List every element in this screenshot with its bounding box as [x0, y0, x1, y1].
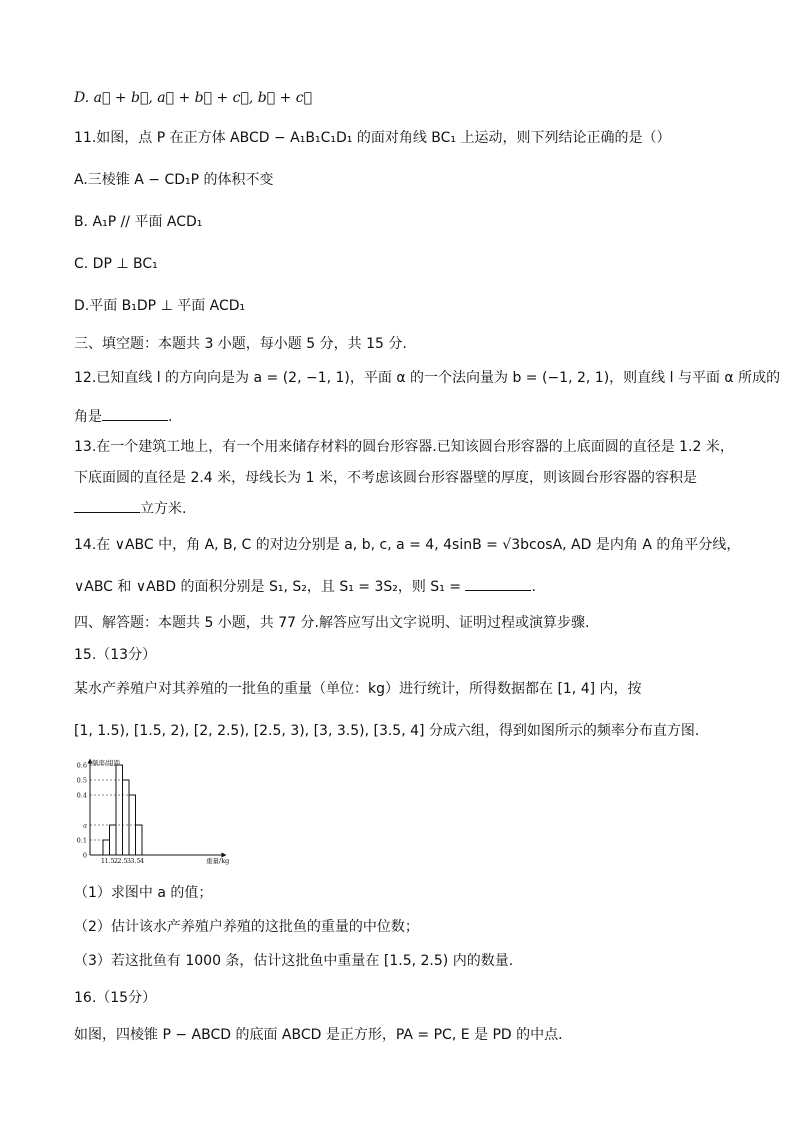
option-d-q10: D. a⃗ + b⃗, a⃗ + b⃗ + c⃗, b⃗ + c⃗: [74, 90, 313, 106]
histogram-bar: [116, 765, 123, 855]
y-tick-label: 0.1: [76, 836, 87, 845]
y-axis-title: 频率/组距: [92, 759, 121, 767]
option-a-q11: A.三棱锥 A − CD₁P 的体积不变: [74, 172, 274, 188]
x-tick-label: 3.5: [130, 857, 141, 865]
answer-blank-q12[interactable]: [102, 406, 168, 421]
question-13-cont2: 立方米.: [74, 498, 186, 519]
question-12-cont: 角是 .: [74, 406, 172, 427]
x-tick-label: 3: [126, 857, 132, 865]
question-15-part2: （2）估计该水产养殖户养殖的这批鱼的重量的中位数；: [74, 919, 419, 935]
question-11: 11.如图，点 P 在正方体 ABCD − A₁B₁C₁D₁ 的面对角线 BC₁ 上运动，则下列结论正确的是（）: [74, 130, 671, 146]
x-tick-label: 4: [139, 857, 145, 865]
x-tick-label: 1.5: [104, 857, 115, 865]
histogram-bar: [123, 780, 130, 855]
question-15-part1: （1）求图中 a 的值；: [74, 885, 213, 901]
answer-blank-q13[interactable]: [74, 498, 140, 513]
x-tick-label: 1: [100, 857, 106, 865]
question-15-part3: （3）若这批鱼有 1000 条，估计这批鱼中重量在 [1.5, 2.5) 内的数量.: [74, 953, 514, 969]
question-15-header: 15.（13分）: [74, 647, 157, 663]
question-15-text: 某水产养殖户对其养殖的一批鱼的重量（单位：kg）进行统计，所得数据都在 [1, 4] 内，按: [74, 681, 642, 697]
section-3-heading: 三、填空题：本题共 3 小题，每小题 5 分，共 15 分.: [74, 336, 407, 352]
y-tick-label: a: [83, 821, 87, 830]
question-12: 12.已知直线 l 的方向向是为 a = (2, −1, 1)，平面 α 的一个法向量为 b = (−1, 2, 1)，则直线 l 与平面 α 所成的: [74, 370, 781, 386]
option-b-q11: B. A₁P // 平面 ACD₁: [74, 214, 203, 230]
frequency-histogram: [72, 757, 232, 867]
y-tick-label: 0.6: [76, 761, 87, 770]
question-14: 14.在 ∨ABC 中，角 A, B, C 的对边分别是 a, b, c, a = 4, 4sinB = √3bcosA, AD 是内角 A 的角平分线，: [74, 537, 741, 553]
option-d-q11: D.平面 B₁DP ⊥ 平面 ACD₁: [74, 298, 246, 314]
y-tick-label: 0.4: [76, 791, 87, 800]
y-tick-label: 0.5: [76, 776, 87, 785]
question-14-cont: ∨ABC 和 ∨ABD 的面积分别是 S₁, S₂，且 S₁ = 3S₂，则 S₁ = .: [74, 576, 536, 597]
question-15-bins: [1, 1.5), [1.5, 2), [2, 2.5), [2.5, 3), [3, 3.5), [3.5, 4] 分成六组，得到如图所示的频率分布直方图.: [74, 723, 700, 739]
question-13: 13.在一个建筑工地上，有一个用来储存材料的圆台形容器.已知该圆台形容器的上底面圆的直径是 1.2 米，: [74, 439, 734, 455]
option-c-q11: C. DP ⊥ BC₁: [74, 256, 158, 272]
question-13-cont: 下底面圆的直径是 2.4 米，母线长为 1 米，不考虑该圆台形容器壁的厚度，则该圆台形容器的容积是: [74, 470, 697, 486]
answer-blank-q14[interactable]: [465, 576, 531, 591]
section-4-heading: 四、解答题：本题共 5 小题，共 77 分.解答应写出文字说明、证明过程或演算步骤.: [74, 615, 590, 631]
histogram-bar: [110, 825, 117, 855]
histogram-bar: [136, 825, 143, 855]
x-tick-label: 2.5: [117, 857, 128, 865]
x-axis-title: 重量/kg: [206, 857, 230, 865]
y-tick-label: 0: [82, 851, 87, 860]
question-16-text: 如图，四棱锥 P − ABCD 的底面 ABCD 是正方形，PA = PC, E 是 PD 的中点.: [74, 1027, 563, 1043]
question-16-header: 16.（15分）: [74, 990, 157, 1006]
x-tick-label: 2: [113, 857, 119, 865]
histogram-bar: [103, 840, 110, 855]
